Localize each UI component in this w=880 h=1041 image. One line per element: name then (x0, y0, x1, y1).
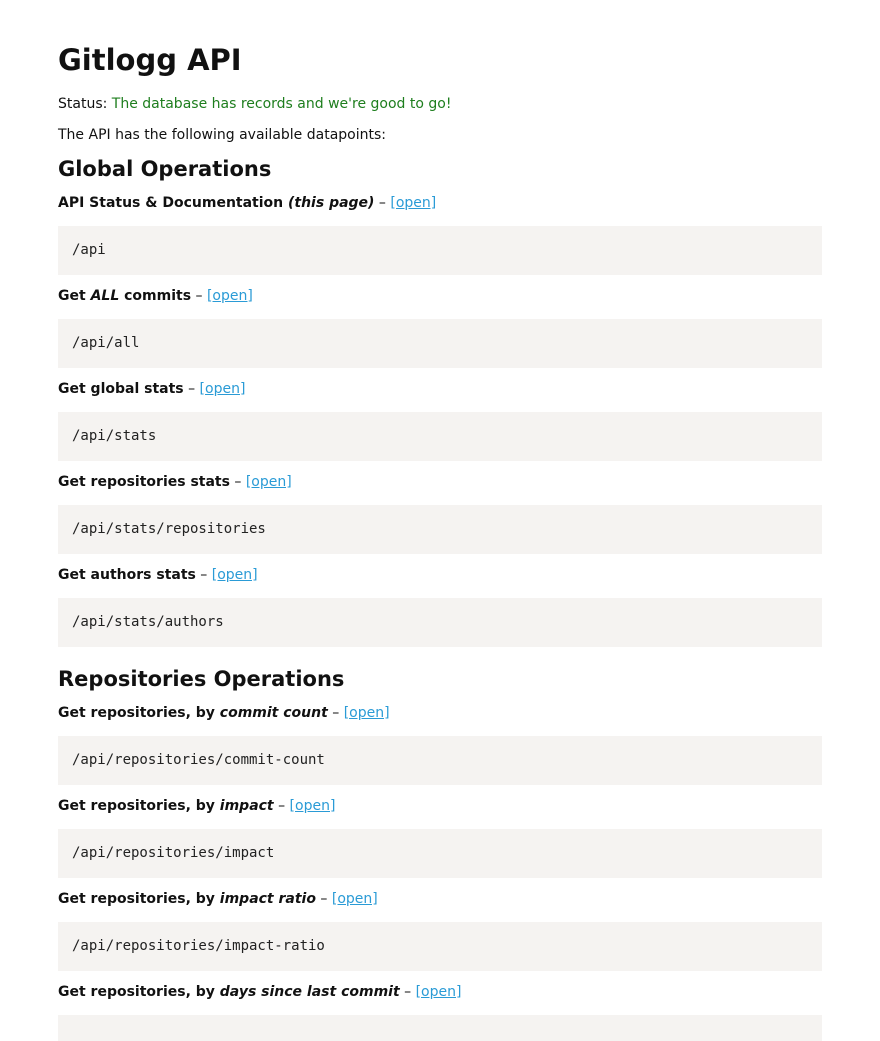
section-repositories-operations (58, 666, 822, 1041)
endpoint-label-api-status (58, 194, 822, 212)
separator-dash: – (195, 567, 212, 583)
section-global-operations (58, 156, 822, 647)
open-link-repos-impact-ratio[interactable]: [open] (331, 891, 378, 907)
label-text: Get repositories, by (58, 798, 220, 814)
intro-text: The API has the following available datapoints: (58, 127, 386, 143)
status-line (58, 95, 822, 113)
endpoint-path-repos-commit-count: /api/repositories/commit-count (58, 736, 822, 785)
endpoint-label-repos-days-since-last-commit (58, 983, 822, 1001)
label-text: Get repositories, by (58, 891, 220, 907)
endpoint-label-repos-impact-ratio (58, 890, 822, 908)
endpoint-label-repos-commit-count (58, 704, 822, 722)
status-message: The database has records and we're good to go! (111, 96, 452, 112)
section-heading-global: Global Operations (58, 157, 272, 181)
endpoint-path-repos-impact-ratio: /api/repositories/impact-ratio (58, 922, 822, 971)
label-text: Get repositories, by (58, 984, 220, 1000)
endpoint-path-repos-days-since-last-commit (58, 1015, 822, 1041)
label-emphasis: days since last commit (219, 984, 400, 1000)
label-emphasis: impact (219, 798, 274, 814)
label-text: Get repositories, by (58, 705, 220, 721)
separator-dash: – (374, 195, 391, 211)
endpoint-path-api: /api (58, 226, 822, 275)
endpoint-label-repositories-stats (58, 473, 822, 491)
content (58, 42, 822, 1041)
open-link-stats-repositories[interactable]: [open] (245, 474, 292, 490)
label-text: API Status & Documentation (58, 195, 288, 211)
endpoint-label-authors-stats (58, 566, 822, 584)
endpoint-label-all-commits (58, 287, 822, 305)
endpoint-path-all: /api/all (58, 319, 822, 368)
status-label: Status: (58, 96, 108, 112)
endpoint-path-stats-repositories: /api/stats/repositories (58, 505, 822, 554)
label-emphasis: (this page) (288, 195, 375, 211)
label-emphasis: ALL (90, 288, 120, 304)
separator-dash: – (315, 891, 332, 907)
label-emphasis: impact ratio (219, 891, 316, 907)
label-text: Get repositories stats (58, 474, 230, 490)
open-link-stats[interactable]: [open] (199, 381, 246, 397)
endpoint-path-stats-authors: /api/stats/authors (58, 598, 822, 647)
label-text: commits (119, 288, 192, 304)
endpoint-path-stats: /api/stats (58, 412, 822, 461)
separator-dash: – (183, 381, 200, 397)
separator-dash: – (399, 984, 416, 1000)
open-link-stats-authors[interactable]: [open] (211, 567, 258, 583)
open-link-repos-days-since-last-commit[interactable]: [open] (415, 984, 462, 1000)
separator-dash: – (191, 288, 207, 304)
label-text: Get global stats (58, 381, 184, 397)
endpoint-label-repos-impact (58, 797, 822, 815)
section-heading-repositories: Repositories Operations (58, 667, 345, 691)
open-link-repos-impact[interactable]: [open] (289, 798, 336, 814)
label-emphasis: commit count (219, 705, 328, 721)
separator-dash: – (327, 705, 344, 721)
open-link-repos-commit-count[interactable]: [open] (343, 705, 390, 721)
separator-dash: – (229, 474, 246, 490)
open-link-api[interactable]: [open] (390, 195, 437, 211)
label-text: Get (58, 288, 91, 304)
endpoint-path-repos-impact: /api/repositories/impact (58, 829, 822, 878)
label-text: Get authors stats (58, 567, 196, 583)
separator-dash: – (273, 798, 290, 814)
endpoint-label-global-stats (58, 380, 822, 398)
open-link-all[interactable]: [open] (206, 288, 253, 304)
page-title: Gitlogg API (58, 43, 242, 77)
